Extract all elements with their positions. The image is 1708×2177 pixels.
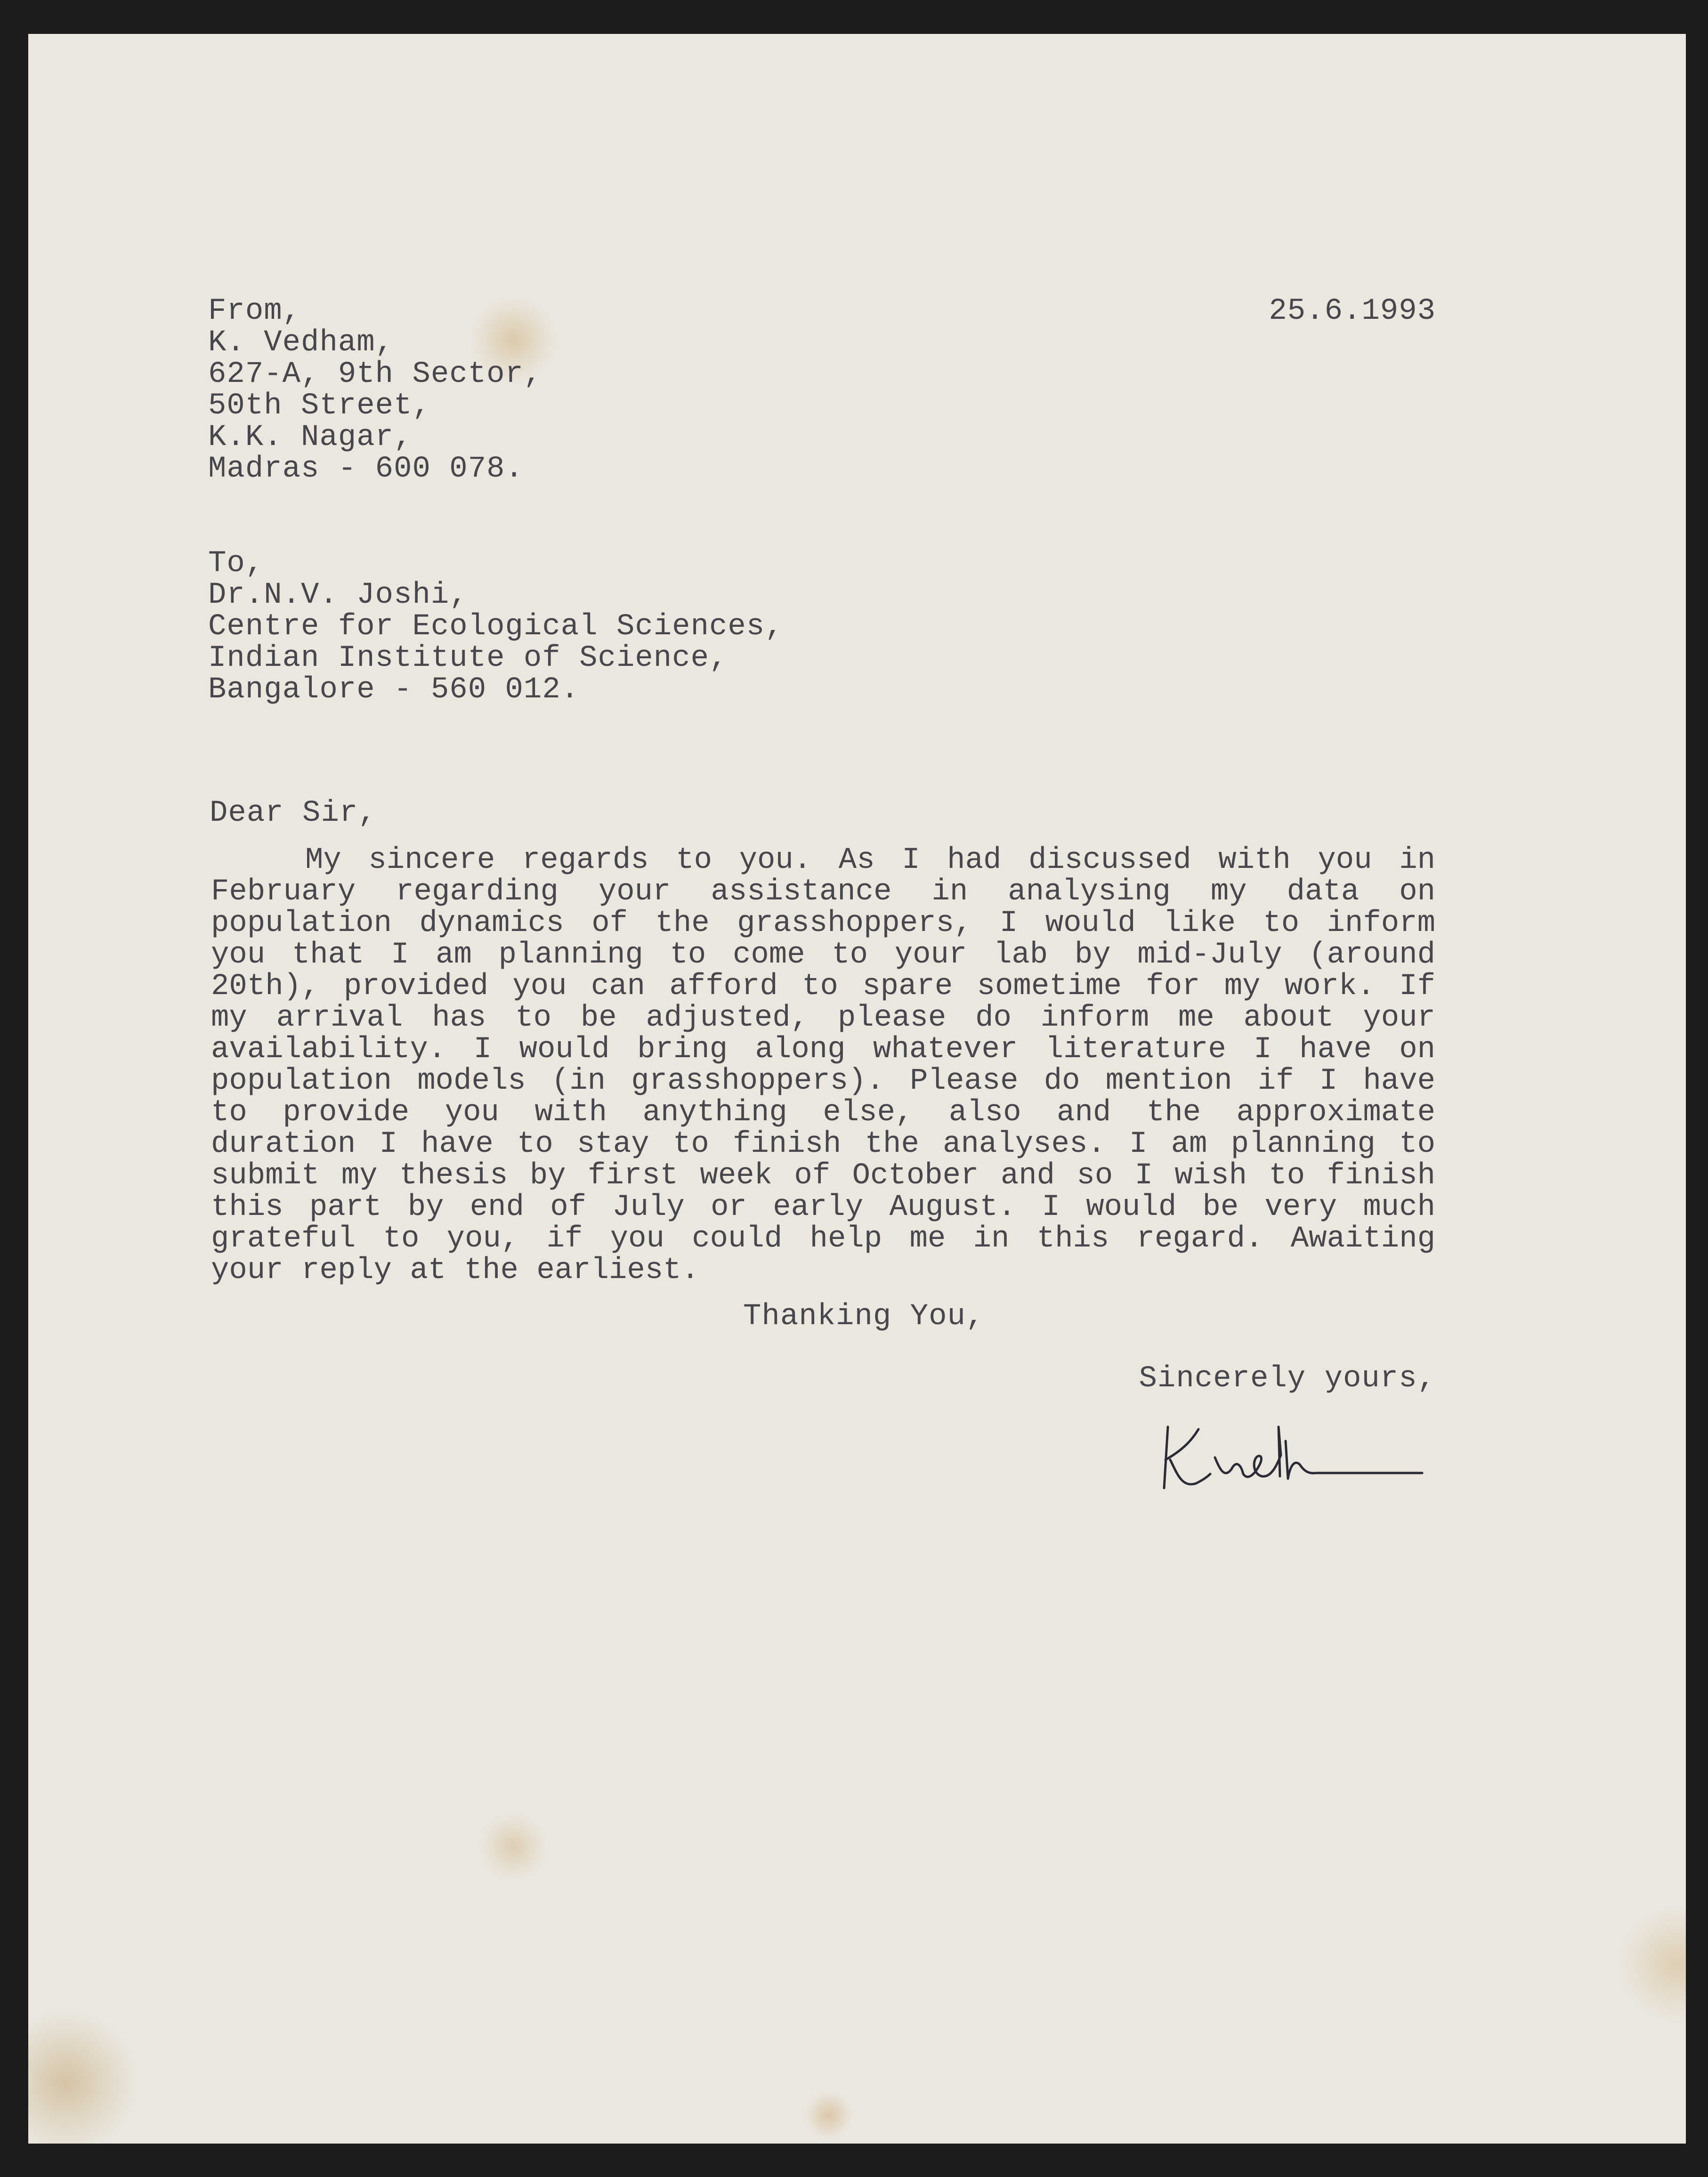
from-line: Madras - 600 078. bbox=[208, 452, 524, 486]
to-line: Dr.N.V. Joshi, bbox=[208, 578, 468, 612]
thanks-line: Thanking You, bbox=[743, 1300, 985, 1334]
body-line: grateful to you, if you could help me in this regard. Awaiting bbox=[211, 1222, 1435, 1256]
body-line: to provide you with anything else, also and the approximate bbox=[211, 1096, 1435, 1130]
body-line: February regarding your assistance in analysing my data on bbox=[211, 875, 1435, 909]
letter-body bbox=[211, 845, 1435, 1287]
body-line: population dynamics of the grasshoppers, I would like to inform bbox=[211, 906, 1435, 940]
body-line: submit my thesis by first week of October and so I wish to finish bbox=[211, 1159, 1435, 1193]
body-line: this part by end of July or early August. I would be very much bbox=[211, 1190, 1435, 1224]
signature bbox=[1154, 1413, 1436, 1502]
to-line: Centre for Ecological Sciences, bbox=[208, 610, 784, 644]
body-line: population models (in grasshoppers). Please do mention if I have bbox=[211, 1064, 1435, 1098]
letter-date: 25.6.1993 bbox=[1269, 294, 1436, 328]
to-line: Bangalore - 560 012. bbox=[208, 673, 580, 707]
to-line: Indian Institute of Science, bbox=[208, 641, 728, 675]
from-line: K. Vedham, bbox=[208, 326, 394, 360]
body-line: you that I am planning to come to your lab by mid-July (around bbox=[211, 938, 1435, 972]
to-label: To, bbox=[208, 547, 264, 581]
from-line: K.K. Nagar, bbox=[208, 421, 413, 454]
from-line: 50th Street, bbox=[208, 389, 431, 423]
body-line: availability. I would bring along whatever literature I have on bbox=[211, 1033, 1435, 1067]
body-line: duration I have to stay to finish the analyses. I am planning to bbox=[211, 1127, 1435, 1161]
from-line: 627-A, 9th Sector, bbox=[208, 357, 542, 391]
body-line: My sincere regards to you. As I had discussed with you in bbox=[305, 843, 1435, 877]
body-line: 20th), provided you can afford to spare sometime for my work. If bbox=[211, 970, 1435, 1004]
closing-line: Sincerely yours, bbox=[1139, 1362, 1436, 1396]
body-line: your reply at the earliest. bbox=[211, 1254, 699, 1287]
salutation: Dear Sir, bbox=[210, 796, 377, 830]
body-line: my arrival has to be adjusted, please do inform me about your bbox=[211, 1001, 1435, 1035]
from-label: From, bbox=[208, 294, 301, 328]
